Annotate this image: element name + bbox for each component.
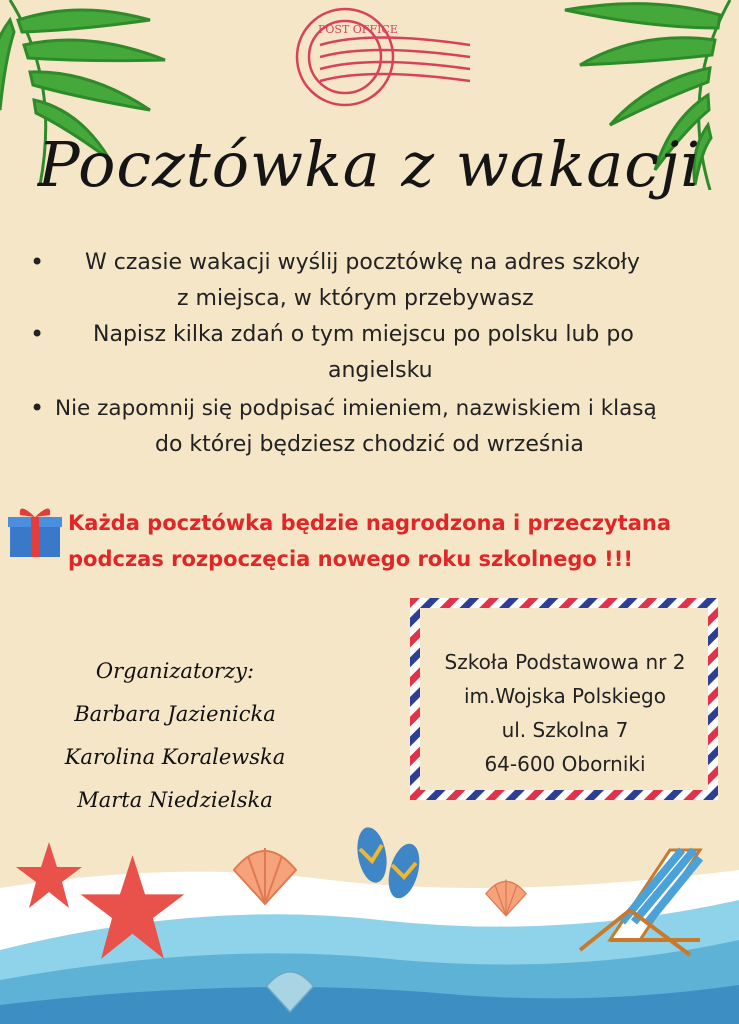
beach-chair-icon	[570, 830, 710, 960]
seashell-blue-icon	[262, 962, 318, 1018]
flip-flops-icon	[348, 825, 428, 905]
bullet-line: angielsku	[328, 358, 433, 383]
bullet-line: Nie zapomnij się podpisać imieniem, nazwiskiem i klasą	[55, 396, 657, 421]
bullet-line: do której będziesz chodzić od września	[155, 432, 584, 457]
organizer-name: Barbara Jazienicka	[74, 702, 276, 726]
organizer-name: Marta Niedzielska	[77, 788, 273, 812]
stamp-text: POST OFFICE	[318, 23, 398, 36]
starfish-large-icon	[75, 852, 190, 962]
seashell-small-icon	[482, 874, 530, 920]
gift-icon	[6, 505, 64, 559]
address-line: im.Wojska Polskiego	[464, 684, 666, 708]
organizer-name: Karolina Koralewska	[64, 745, 286, 769]
address-line: 64-600 Oborniki	[484, 752, 646, 776]
postmark-stamp-icon	[290, 5, 475, 110]
seashell-icon	[228, 842, 302, 908]
address-line: Szkoła Podstawowa nr 2	[444, 650, 686, 674]
reward-line: podczas rozpoczęcia nowego roku szkolnego !!!	[68, 547, 633, 571]
bullet-dot-icon: •	[30, 248, 45, 276]
organizers-heading: Organizatorzy:	[95, 659, 255, 683]
page-title: Pocztówka z wakacji	[37, 128, 702, 201]
reward-notice	[68, 505, 728, 577]
bullet-dot-icon: •	[30, 320, 45, 348]
school-address	[420, 645, 710, 781]
starfish-small-icon	[14, 840, 84, 910]
bullet-line: z miejsca, w którym przebywasz	[177, 286, 534, 311]
bullet-line: Napisz kilka zdań o tym miejscu po polsku lub po	[93, 322, 634, 347]
organizers	[60, 650, 290, 822]
address-line: ul. Szkolna 7	[501, 718, 629, 742]
bullet-dot-icon: •	[30, 394, 45, 422]
bullet-line: W czasie wakacji wyślij pocztówkę na adres szkoły	[85, 250, 640, 275]
reward-line: Każda pocztówka będzie nagrodzona i przeczytana	[68, 511, 672, 535]
